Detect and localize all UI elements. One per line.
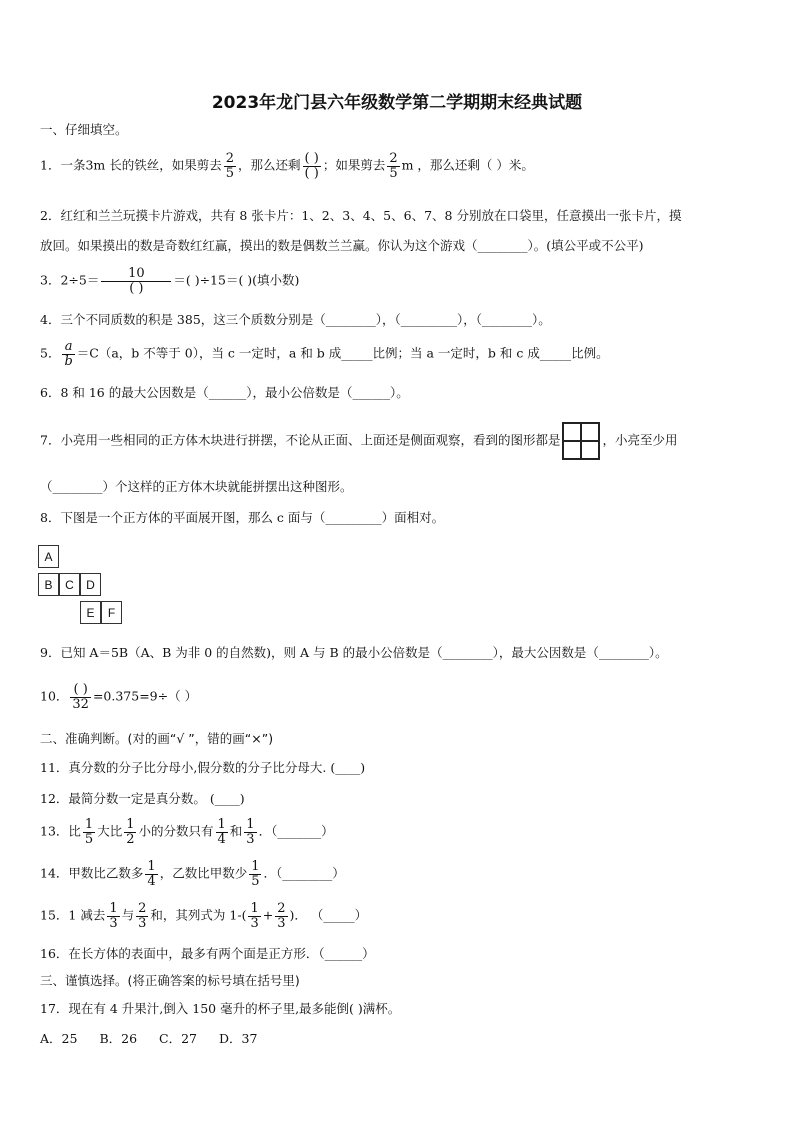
question-12: 12．最简分数一定是真分数。 (____)	[40, 791, 245, 806]
answer-fraction-blank[interactable]: $\frac{( )}{( )}$	[304, 151, 319, 181]
fraction: $\frac{2}{5}$	[225, 151, 235, 181]
question-4: 4．三个不同质数的积是 385，这三个质数分别是（________），（_________），（________）。	[40, 312, 551, 327]
answer-fraction-blank[interactable]: $\frac{( )}{32}$	[72, 682, 89, 712]
fraction: $\frac{10}{( )}$	[101, 267, 171, 295]
question-10: 10． $\frac{( )}{32}$ =0.375=9÷（ ）	[40, 682, 198, 712]
question-17: 17．现在有 4 升果汁,倒入 150 毫升的杯子里,最多能倒( )满杯。	[40, 1001, 401, 1016]
question-9: 9．已知 A＝5B（A、B 为非 0 的自然数)，则 A 与 B 的最小公倍数是（________），最大公因数是（________）。	[40, 645, 668, 660]
section-1-heading: 一、仔细填空。	[40, 122, 128, 137]
fraction: $\frac{2}{3}$	[277, 901, 286, 931]
section-3-heading: 三、谨慎选择。(将正确答案的标号填在括号里)	[40, 973, 300, 988]
option-a[interactable]: A．25	[40, 1031, 78, 1046]
option-b[interactable]: B．26	[99, 1031, 138, 1046]
fraction: $\frac{a}{b}$	[64, 339, 73, 369]
fraction: $\frac{1}{4}$	[147, 859, 156, 889]
question-1: 1．一条3m 长的铁丝，如果剪去 $\frac{2}{5}$ ，那么还剩 $\frac{( )}{( )}$ ；如果剪去 $\frac{2}{5}$ m ，那么还剩（ ）米。	[40, 151, 534, 181]
square-grid-figure	[562, 422, 600, 460]
cube-net-figure	[38, 545, 128, 629]
section-2-heading: 二、准确判断。(对的画“√ ”，错的画“×”)	[40, 731, 274, 746]
fraction: $\frac{1}{3}$	[109, 901, 118, 931]
question-8: 8．下图是一个正方体的平面展开图，那么 c 面与（_________）面相对。	[40, 510, 445, 525]
fraction: $\frac{1}{5}$	[84, 817, 94, 847]
fraction: $\frac{1}{3}$	[250, 901, 259, 931]
question-7-line-1: 7．小亮用一些相同的正方体木块进行拼摆，不论从正面、上面还是侧面观察，看到的图形都是 ，小亮至少用	[40, 422, 677, 460]
fraction: $\frac{1}{5}$	[251, 859, 260, 889]
question-3: 3．2÷5＝ $\frac{10}{( )}$ ＝( )÷15＝( )(填小数)	[40, 266, 300, 296]
option-d[interactable]: D．37	[219, 1031, 258, 1046]
fraction: $\frac{2}{5}$	[389, 151, 398, 181]
net-face-e: E	[80, 601, 101, 624]
fraction: $\frac{1}{4}$	[217, 817, 226, 847]
question-2-line-1: 2．红红和兰兰玩摸卡片游戏，共有 8 张卡片：1、2、3、4、5、6、7、8 分别放在口袋里，任意摸出一张卡片，摸	[40, 208, 682, 223]
question-11: 11．真分数的分子比分母小,假分数的分子比分母大. (____)	[40, 760, 366, 775]
net-face-d: D	[80, 573, 101, 596]
question-16: 16．在长方体的表面中，最多有两个面是正方形．（______）	[40, 946, 375, 961]
question-15: 15．1 减去 $\frac{1}{3}$ 与 $\frac{2}{3}$ 和，其列式为 1-( $\frac{1}{3}$ + $\frac{2}{3}$ )． （_____）	[40, 901, 368, 931]
fraction: $\frac{2}{3}$	[138, 901, 147, 931]
question-7-line-2: （________）个这样的正方体木块就能拼摆出这种图形。	[40, 479, 353, 494]
net-face-f: F	[101, 601, 122, 624]
fraction: $\frac{1}{3}$	[246, 817, 255, 847]
option-c[interactable]: C．27	[159, 1031, 198, 1046]
question-17-options	[40, 1033, 257, 1046]
page-title: 2023年龙门县六年级数学第二学期期末经典试题	[211, 93, 583, 113]
fraction: $\frac{1}{2}$	[126, 817, 135, 847]
question-5: 5． $\frac{a}{b}$ ＝C（a，b 不等于 0），当 c 一定时，a 和 b 成_____比例；当 a 一定时，b 和 c 成_____比例。	[40, 339, 609, 369]
net-face-c: C	[59, 573, 80, 596]
net-face-b: B	[38, 573, 59, 596]
net-face-a: A	[38, 545, 59, 568]
question-14: 14．甲数比乙数多 $\frac{1}{4}$ ，乙数比甲数少 $\frac{1}{5}$ ．（________）	[40, 859, 345, 889]
question-6: 6．8 和 16 的最大公因数是（______），最小公倍数是（______）。	[40, 385, 409, 400]
question-13: 13．比 $\frac{1}{5}$ 大比 $\frac{1}{2}$ 小的分数只有 $\frac{1}{4}$ 和 $\frac{1}{3}$ ．（_______）	[40, 817, 334, 847]
question-2-line-2: 放回。如果摸出的数是奇数红红赢，摸出的数是偶数兰兰赢。你认为这个游戏（________）。(填公平或不公平)	[40, 238, 644, 253]
